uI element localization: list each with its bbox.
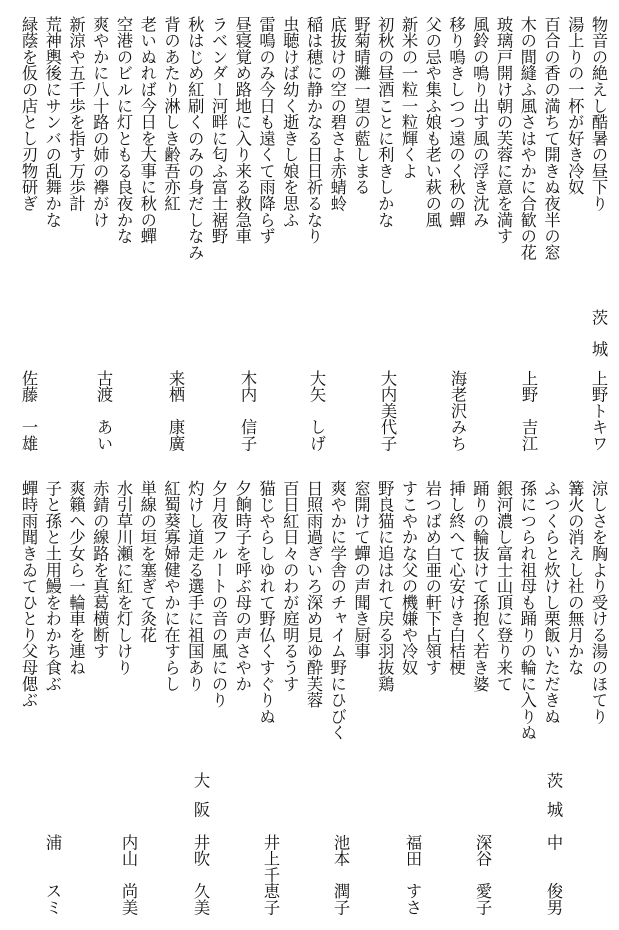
haiku-line: 孫につられ祖母も踊りの輪に入りぬ (517, 480, 537, 741)
author-name: 浦 スミ (43, 834, 62, 916)
author-name: 福田 すさ (403, 834, 422, 916)
haiku-line: 紅蜀葵寡婦健やかに在すらし (161, 480, 181, 692)
haiku-line: 水引草川瀬に紅を灯しけり (114, 480, 133, 676)
haiku-line: 蟬時雨聞きゐてひとり父母偲ぶ (19, 480, 38, 709)
author-name: 池本 潤子 (331, 834, 350, 916)
haiku-line: 初秋の昼酒ことに利きしかな (375, 16, 395, 228)
lower-section (0, 465, 619, 930)
haiku-line: 窓開けて蟬の声聞き厨事 (351, 480, 371, 660)
haiku-line: 木の間縫ふ風さはやかに合歓の花 (517, 16, 537, 261)
haiku-line: 挿し終へて心安けき白桔梗 (446, 480, 466, 676)
author-name: 来栖 康廣 (166, 370, 185, 452)
haiku-line: 老いぬれば今日を大事に秋の蟬 (137, 16, 157, 245)
haiku-line: 涼しさを胸より受ける湯のほてり (589, 480, 608, 725)
author-name: 古渡 あい (94, 370, 113, 452)
haiku-line: 猫じやらしゆれて野仏くすぐりぬ (256, 480, 276, 725)
haiku-line: 夕月夜フルートの音の風にのり (209, 480, 228, 709)
haiku-line: ラベンダー河畔に匂ふ富士裾野 (209, 16, 228, 245)
prefecture-label: 茨城 (589, 309, 608, 372)
author-name: 井吹 久美 (191, 834, 210, 916)
author-name: 中 俊男 (544, 834, 563, 916)
haiku-line: 単線の垣を塞ぎて灸花 (137, 480, 157, 643)
haiku-line: 野菊晴灘一望の藍しまる (351, 16, 371, 196)
author-name: 内山 尚美 (119, 834, 138, 916)
haiku-line: 昼寝覚め路地に入り来る救急車 (232, 16, 252, 245)
haiku-line: 底抜けの空の碧さよ赤蜻蛉 (327, 16, 347, 212)
haiku-line: 背のあたり淋しき齢吾亦紅 (161, 16, 181, 212)
author-name: 大内美代子 (378, 370, 397, 452)
author-name: 海老沢みち (448, 370, 467, 452)
haiku-line: 篝火の消えし社の無月かな (565, 480, 585, 676)
haiku-line: 父の忌や集ふ娘も老い萩の風 (422, 16, 442, 228)
author-name: 大矢 しげ (307, 370, 326, 452)
haiku-line: 踊りの輪抜けて孫抱く若き婆 (470, 480, 490, 692)
haiku-line: 百日紅日々のわが庭明るうす (280, 480, 300, 692)
haiku-columns (16, 16, 610, 278)
haiku-line: 荒神輿後にサンバの乱舞かな (42, 16, 62, 228)
haiku-line: ふつくらと炊けし栗飯いただきぬ (541, 480, 561, 725)
author-name: 深谷 愛子 (473, 834, 492, 916)
haiku-line: 新米の一粒一粒輝くよ (399, 16, 418, 179)
haiku-line: 雷鳴のみ今日も遠くて雨降らず (256, 16, 276, 245)
haiku-line: 虫聴けば幼く逝きし娘を思ふ (280, 16, 300, 228)
prefecture-label: 茨城 (544, 772, 563, 830)
haiku-columns (16, 480, 610, 752)
haiku-line: 野良猫に追はれて戻る羽抜鶏 (375, 480, 395, 692)
author-name: 上野 吉江 (519, 370, 538, 452)
haiku-line: 湯上りの一杯が好き冷奴 (565, 16, 585, 196)
haiku-line: 物音の絶えし酷暑の昼下り (589, 16, 608, 212)
haiku-line: 百合の香の満ちて開きぬ夜半の窓 (541, 16, 561, 261)
haiku-line: 銀河濃し富士山頂に登り来て (494, 480, 513, 692)
author-name: 木内 信子 (238, 370, 257, 452)
haiku-line: すこやかな父の機嫌や冷奴 (399, 480, 418, 676)
haiku-line: 子と孫と土用鰻をわかち食ぶ (42, 480, 62, 692)
haiku-line: 爽やかに八十路の姉の襷がけ (90, 16, 110, 228)
haiku-line: 爽籟へ少女ら一輪車を連ね (66, 480, 86, 676)
haiku-line: 空港のビルに灯ともる良夜かな (114, 16, 133, 245)
haiku-line: 新涼や五千歩を指す万歩計 (66, 16, 86, 212)
haiku-line: 秋はじめ紅刷くのみの身だしなみ (185, 16, 205, 261)
haiku-line: 夕餉時子を呼ぶ母の声さやか (232, 480, 252, 692)
haiku-line: 赤錆の線路を真葛横断す (90, 480, 110, 660)
haiku-line: 風鈴の鳴り出す風の浮き沈み (470, 16, 490, 228)
prefecture-label: 大阪 (191, 772, 210, 830)
haiku-line: 緑蔭を仮の店とし刃物研ぎ (19, 16, 38, 212)
haiku-line: 稲は穂に静かなる日日祈るなり (304, 16, 323, 245)
haiku-line: 日照雨過ぎいろ深め見ゆ酔芙蓉 (304, 480, 323, 709)
author-name: 井上千恵子 (261, 834, 280, 916)
haiku-line: 灼けし道走る選手に祖国あり (185, 480, 205, 692)
author-name: 佐藤 一雄 (19, 370, 38, 452)
haiku-line: 岩つばめ白亜の軒下占領す (422, 480, 442, 676)
haiku-line: 移り鳴きしつつ遠のく秋の蟬 (446, 16, 466, 228)
haiku-line: 爽やかに学舎のチャイム野にひびく (327, 480, 347, 741)
haiku-line: 玻璃戸開け朝の芙蓉に意を満す (494, 16, 513, 245)
author-name: 上野トキワ (589, 370, 608, 452)
